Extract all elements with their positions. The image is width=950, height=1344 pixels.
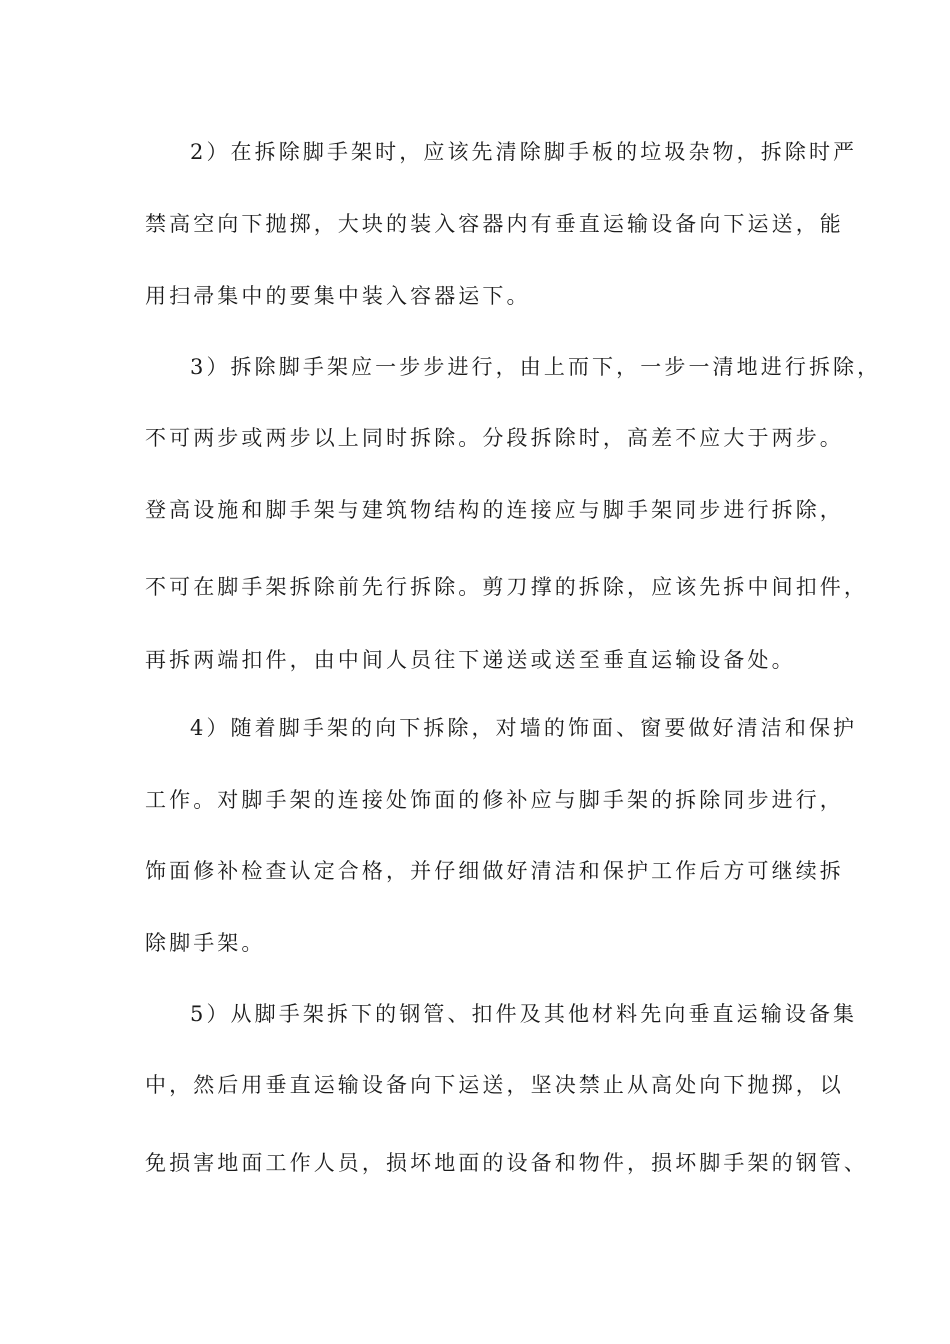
paragraph-4-line-4: 除脚手架。 xyxy=(145,931,266,955)
paragraph-4-line-2: 工作。对脚手架的连接处饰面的修补应与脚手架的拆除同步进行， xyxy=(145,788,844,812)
paragraph-5-line-3: 免损害地面工作人员，损坏地面的设备和物件，损坏脚手架的钢管、 xyxy=(145,1151,868,1175)
paragraph-2-line-2: 禁高空向下抛掷，大块的装入容器内有垂直运输设备向下运送，能 xyxy=(145,212,844,236)
paragraph-3-line-1: 3）拆除脚手架应一步步进行，由上而下，一步一清地进行拆除， xyxy=(190,355,882,379)
paragraph-3-line-3: 登高设施和脚手架与建筑物结构的连接应与脚手架同步进行拆除， xyxy=(145,498,844,522)
paragraph-4-line-3: 饰面修补检查认定合格，并仔细做好清洁和保护工作后方可继续拆 xyxy=(145,859,844,883)
paragraph-3-line-5: 再拆两端扣件，由中间人员往下递送或送至垂直运输设备处。 xyxy=(145,648,796,672)
paragraph-2-line-3: 用扫帚集中的要集中装入容器运下。 xyxy=(145,284,531,308)
paragraph-5-line-1: 5）从脚手架拆下的钢管、扣件及其他材料先向垂直运输设备集 xyxy=(190,1002,858,1026)
paragraph-5-line-2: 中，然后用垂直运输设备向下运送，坚决禁止从高处向下抛掷，以 xyxy=(145,1073,844,1097)
paragraph-4-line-1: 4）随着脚手架的向下拆除，对墙的饰面、窗要做好清洁和保护 xyxy=(190,716,858,740)
paragraph-3-line-2: 不可两步或两步以上同时拆除。分段拆除时，高差不应大于两步。 xyxy=(145,426,844,450)
paragraph-2-line-1: 2）在拆除脚手架时，应该先清除脚手板的垃圾杂物，拆除时严 xyxy=(190,140,858,164)
paragraph-3-line-4: 不可在脚手架拆除前先行拆除。剪刀撑的拆除，应该先拆中间扣件， xyxy=(145,575,868,599)
